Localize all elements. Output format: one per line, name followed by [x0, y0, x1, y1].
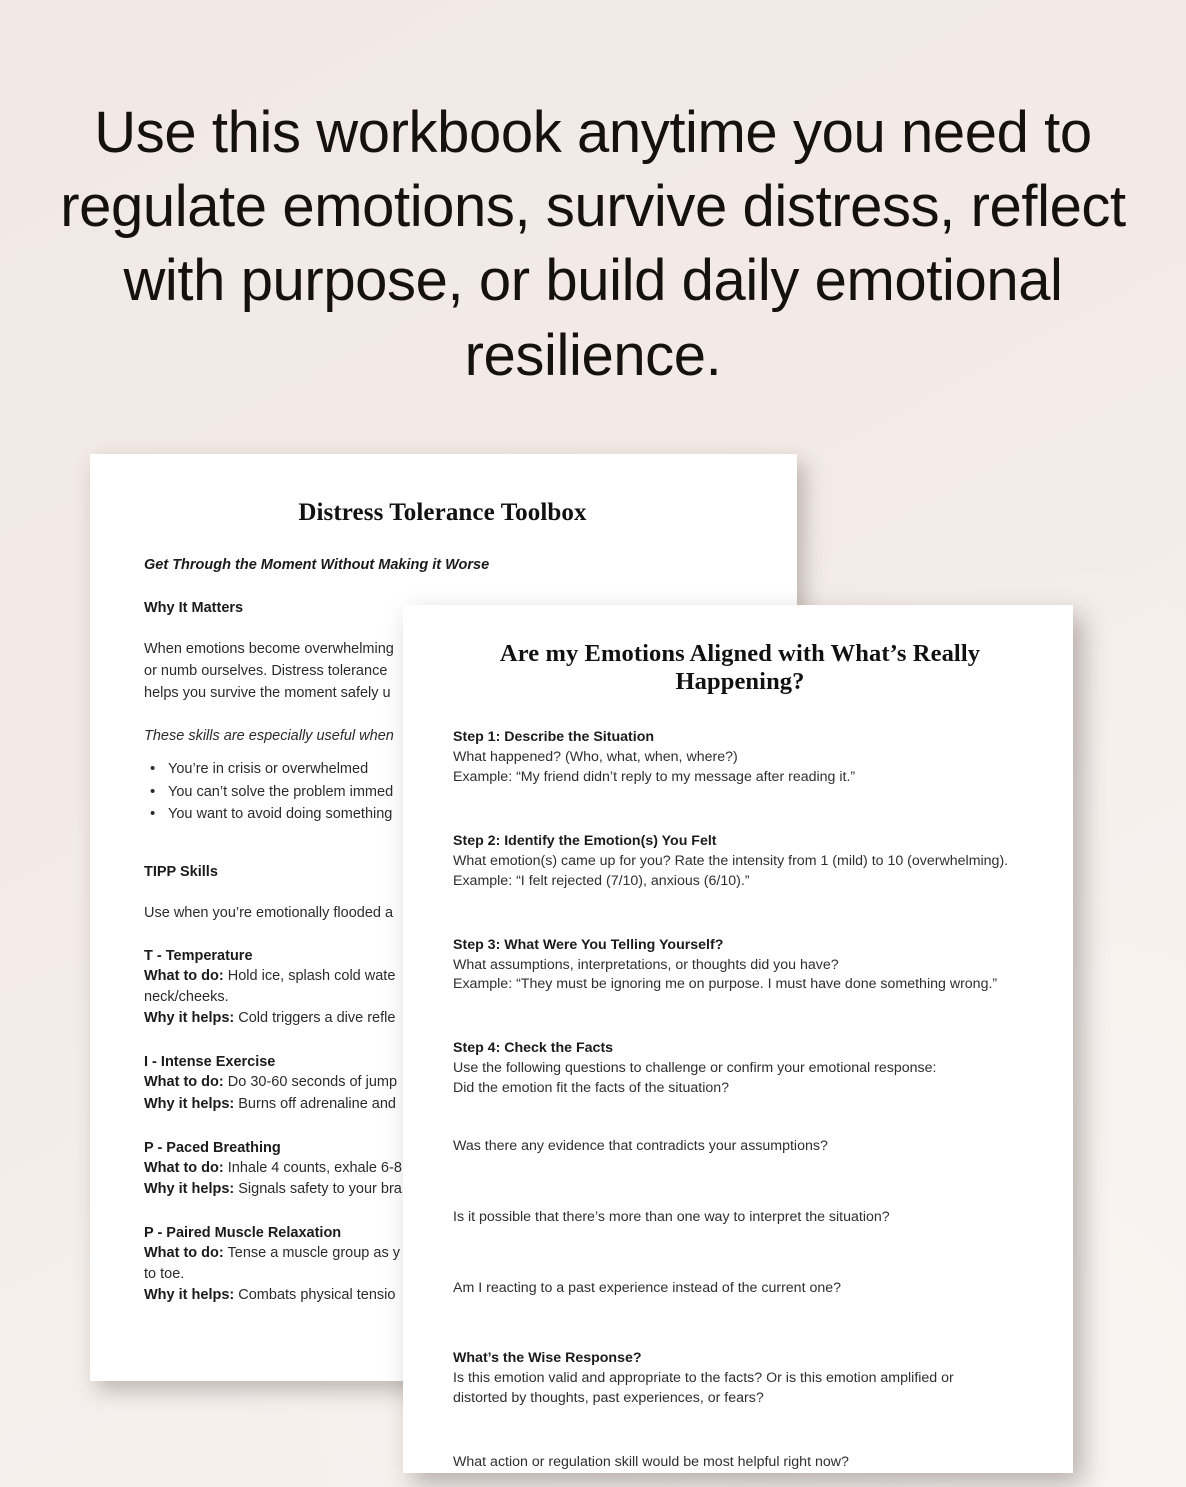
tipp-what-label: What to do:	[144, 967, 224, 984]
tipp-why-text: Signals safety to your bra	[234, 1180, 402, 1197]
tipp-what-text: Tense a muscle group as y	[223, 1245, 400, 1262]
tipp-what-text: Do 30-60 seconds of jump	[223, 1074, 398, 1091]
wise-response-line: Is this emotion valid and appropriate to the facts? Or is this emotion amplified or	[453, 1369, 954, 1386]
tipp-what-text: Hold ice, splash cold wate	[223, 967, 396, 984]
tipp-item-title: I - Intense Exercise	[144, 1054, 276, 1071]
step-heading: Step 2: Identify the Emotion(s) You Felt	[453, 832, 717, 849]
tipp-why-text: Cold triggers a dive refle	[234, 1010, 396, 1027]
tipp-what-label: What to do:	[144, 1159, 224, 1176]
step-line: Example: “They must be ignoring me on purpose. I must have done something wrong.”	[453, 976, 998, 993]
tipp-what-continuation: neck/cheeks.	[144, 989, 229, 1006]
list-item: • You can’t solve the problem immed	[144, 781, 741, 804]
closing-question: What action or regulation skill would be most helpful right now?	[453, 1454, 849, 1471]
tipp-item-title: T - Temperature	[144, 947, 253, 964]
list-item: • You’re in crisis or overwhelmed	[144, 758, 741, 781]
step-1-describe-situation	[453, 729, 1027, 788]
step-line: What assumptions, interpretations, or thoughts did you have?	[453, 956, 839, 973]
tipp-why-label: Why it helps:	[144, 1180, 235, 1197]
emotions-aligned-content	[403, 605, 1073, 1473]
wise-response-line: distorted by thoughts, past experiences, or fears?	[453, 1389, 764, 1406]
tipp-what-label: What to do:	[144, 1074, 224, 1091]
skills-lead-text: These skills are especially useful when	[144, 728, 394, 745]
step-line: What emotion(s) came up for you? Rate the intensity from 1 (mild) to 10 (overwhelming).	[453, 852, 1009, 869]
step-4-check-the-facts	[453, 1040, 1027, 1099]
document-page-emotions-aligned[interactable]	[403, 605, 1073, 1473]
emotions-aligned-title: Are my Emotions Aligned with What’s Really Happening?	[499, 640, 981, 695]
distress-tolerance-title: Distress Tolerance Toolbox	[298, 499, 587, 526]
list-item: • You want to avoid doing something	[144, 803, 741, 826]
step-line: Did the emotion fit the facts of the situation?	[453, 1080, 730, 1097]
step-line: What happened? (Who, what, when, where?)	[453, 749, 738, 765]
step-line: Use the following questions to challenge or confirm your emotional response:	[453, 1060, 937, 1077]
step-heading: Step 4: Check the Facts	[453, 1040, 614, 1057]
tipp-item-title: P - Paced Breathing	[144, 1139, 281, 1156]
why-it-matters-line: When emotions become overwhelming	[144, 641, 394, 657]
why-it-matters-heading: Why It Matters	[144, 600, 244, 616]
tipp-what-continuation: to toe.	[144, 1266, 185, 1283]
tipp-item-title: P - Paired Muscle Relaxation	[144, 1225, 342, 1242]
tipp-why-label: Why it helps:	[144, 1287, 235, 1304]
tipp-what-text: Inhale 4 counts, exhale 6-8	[223, 1159, 402, 1176]
tipp-lead-text: Use when you’re emotionally flooded a	[144, 904, 394, 921]
page-headline: Use this workbook anytime you need to regulate emotions, survive distress, reflect with purpose, or build daily emotional resilience.	[60, 100, 1126, 388]
tipp-why-text: Combats physical tensio	[234, 1287, 396, 1304]
why-it-matters-line: or numb ourselves. Distress tolerance	[144, 663, 388, 680]
tipp-why-text: Burns off adrenaline and	[234, 1095, 396, 1112]
reflection-question: Was there any evidence that contradicts your assumptions?	[453, 1138, 828, 1154]
reflection-question: Is it possible that there’s more than one way to interpret the situation?	[453, 1208, 890, 1225]
reflection-question: Am I reacting to a past experience instead of the current one?	[453, 1279, 842, 1296]
why-it-matters-line: helps you survive the moment safely u	[144, 685, 391, 702]
tipp-why-label: Why it helps:	[144, 1095, 235, 1112]
step-line: Example: “My friend didn’t reply to my message after reading it.”	[453, 768, 856, 785]
distress-tolerance-subtitle: Get Through the Moment Without Making it Worse	[144, 557, 490, 573]
tipp-skills-heading: TIPP Skills	[144, 863, 218, 880]
tipp-why-label: Why it helps:	[144, 1010, 235, 1027]
step-heading: Step 3: What Were You Telling Yourself?	[453, 936, 724, 953]
step-heading: Step 1: Describe the Situation	[453, 729, 655, 745]
step-3-telling-yourself	[453, 937, 1027, 996]
tipp-what-label: What to do:	[144, 1245, 224, 1262]
step-2-identify-emotions	[453, 833, 1027, 892]
wise-response-section	[453, 1350, 1027, 1409]
step-line: Example: “I felt rejected (7/10), anxious (6/10).”	[453, 872, 750, 889]
wise-response-heading: What’s the Wise Response?	[453, 1349, 642, 1366]
